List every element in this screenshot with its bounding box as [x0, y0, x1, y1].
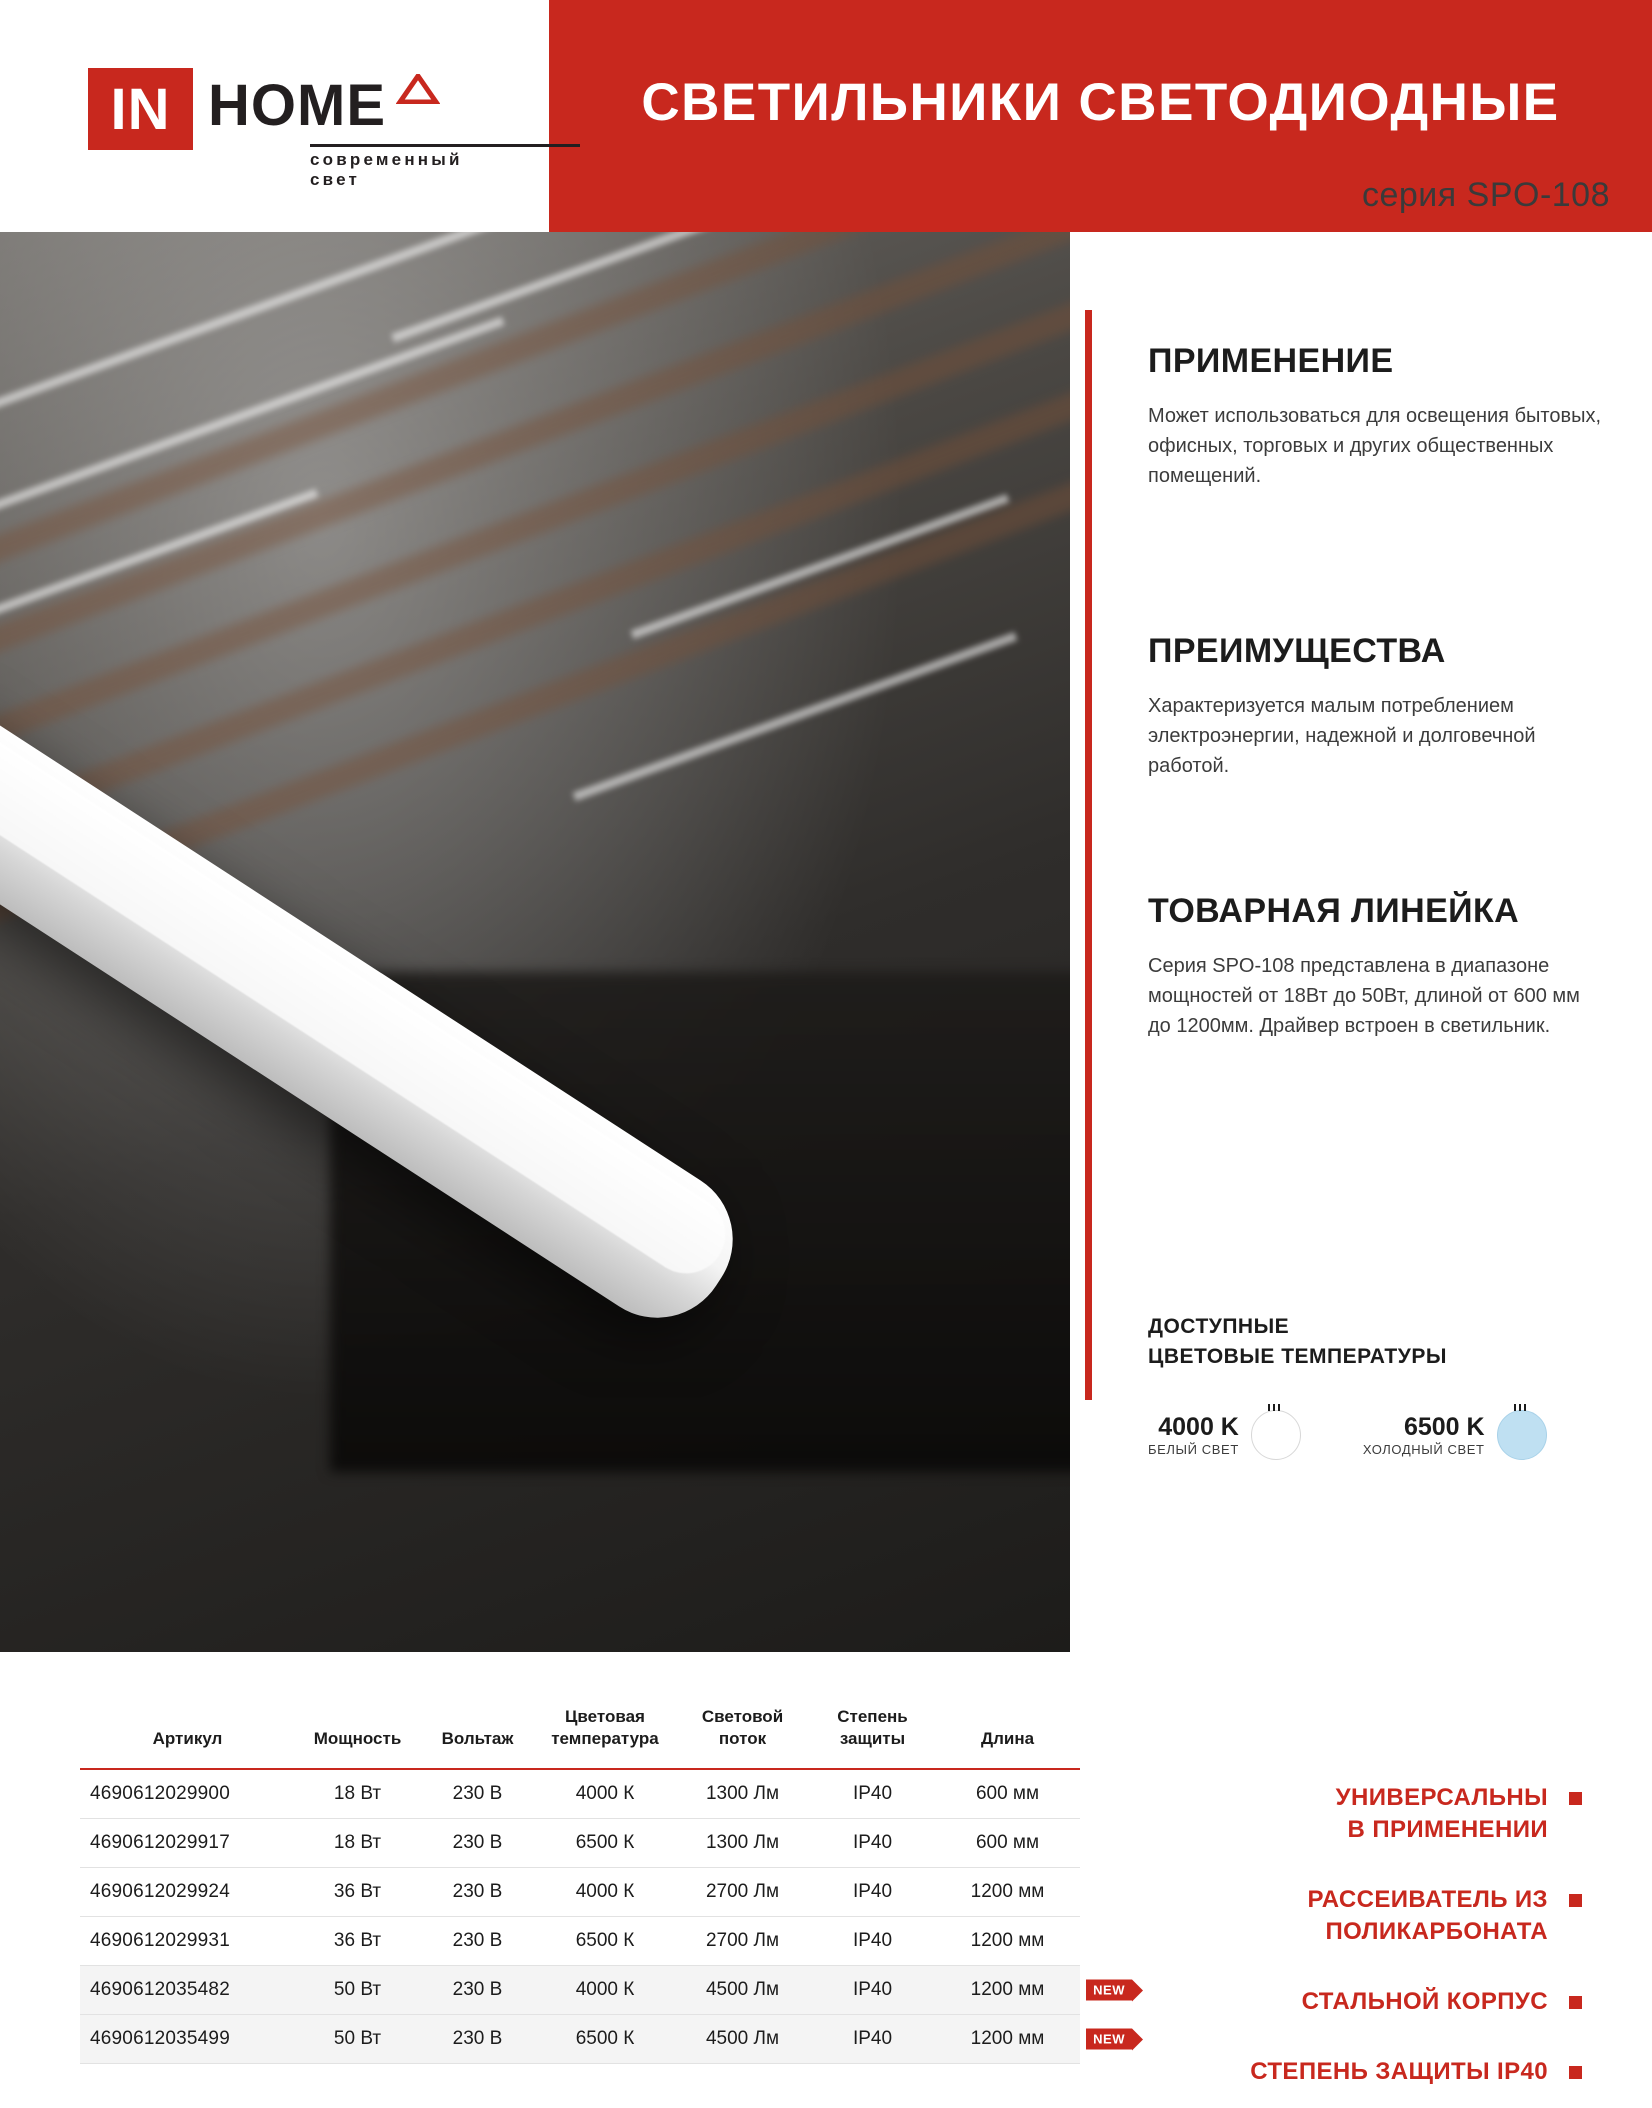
col-flux: Световой поток: [701, 1707, 784, 1748]
cell-value: 230 В: [420, 2015, 535, 2064]
cell-value: 4000 К: [535, 1966, 675, 2015]
logo-divider: [310, 144, 580, 147]
table-row: [80, 1868, 1080, 1917]
color-temp-value: 6500 K: [1403, 1413, 1485, 1441]
cell-value: 4000 К: [535, 1769, 675, 1819]
col-cct: Цветовая температура: [551, 1707, 659, 1748]
cell-value: 1200 мм: [935, 1917, 1080, 1966]
info-heading: ПРЕИМУЩЕСТВА: [1148, 632, 1446, 670]
cell-value: 36 Вт: [295, 1868, 420, 1917]
color-temp-label: ХОЛОДНЫЙ СВЕТ: [1362, 1442, 1485, 1457]
cell-value: 4500 Лм: [675, 2015, 810, 2064]
cell-value: 600 мм: [935, 1819, 1080, 1868]
cell-value: 1300 Лм: [675, 1769, 810, 1819]
lamp-warm-icon: [1251, 1410, 1301, 1460]
feature-line: СТАЛЬНОЙ КОРПУС: [1301, 1988, 1548, 2015]
series-label: серия SPO-108: [1361, 176, 1610, 214]
table-row: [80, 1819, 1080, 1868]
cell-value: 230 В: [420, 1868, 535, 1917]
cell-value: IP40: [810, 2015, 935, 2064]
color-temp-4000k: [1148, 1410, 1301, 1460]
hero-accent-bar: [1085, 310, 1092, 1400]
cell-article: 4690612029924: [80, 1868, 295, 1917]
cell-article: 4690612035499: [80, 2015, 295, 2064]
info-heading: ТОВАРНАЯ ЛИНЕЙКА: [1148, 892, 1520, 930]
cell-value: 4000 К: [535, 1868, 675, 1917]
page-header: [0, 0, 1652, 232]
info-heading: ПРИМЕНЕНИЕ: [1148, 342, 1394, 380]
info-text: Характеризуется малым потреблением электроэнергии, надежной и долговечной работой.: [1148, 695, 1536, 777]
info-block-application: [1148, 342, 1608, 491]
house-roof-icon: [396, 74, 440, 104]
cell-value: 6500 К: [535, 1917, 675, 1966]
cell-article: 4690612029931: [80, 1917, 295, 1966]
color-temp-label: БЕЛЫЙ СВЕТ: [1148, 1442, 1239, 1457]
cell-value: 600 мм: [935, 1769, 1080, 1819]
table-row: [80, 1769, 1080, 1819]
bullet-square-icon: [1569, 1894, 1582, 1907]
cell-value: 1300 Лм: [675, 1819, 810, 1868]
cell-value: 6500 К: [535, 2015, 675, 2064]
table-body: [80, 1769, 1125, 2064]
table-row: [80, 2015, 1080, 2064]
cell-article: 4690612035482: [80, 1966, 295, 2015]
cell-value: 2700 Лм: [675, 1917, 810, 1966]
cell-value: 18 Вт: [295, 1769, 420, 1819]
cell-value: IP40: [810, 1917, 935, 1966]
cell-value: IP40: [810, 1966, 935, 2015]
color-temp-title: [1148, 1312, 1618, 1372]
cell-value: 1200 мм: [935, 1868, 1080, 1917]
cell-value: 50 Вт: [295, 1966, 420, 2015]
cell-value: 18 Вт: [295, 1819, 420, 1868]
cell-value: IP40: [810, 1868, 935, 1917]
col-power: Мощность: [313, 1729, 402, 1748]
new-badge: NEW: [1086, 2029, 1132, 2050]
feature-item: [1152, 1782, 1582, 1846]
cell-value: 4500 Лм: [675, 1966, 810, 2015]
specs-table: [80, 1700, 1125, 2064]
bullet-square-icon: [1569, 2066, 1582, 2079]
table-row: [80, 1917, 1080, 1966]
color-temp-value: 4000 K: [1158, 1413, 1239, 1441]
feature-line: ПОЛИКАРБОНАТА: [1325, 1918, 1548, 1945]
feature-line: В ПРИМЕНЕНИИ: [1347, 1816, 1548, 1843]
col-article: Артикул: [152, 1729, 223, 1748]
page-title: СВЕТИЛЬНИКИ СВЕТОДИОДНЫЕ: [641, 73, 1560, 132]
color-temp-title-line1: ДОСТУПНЫЕ: [1148, 1315, 1290, 1338]
lamp-cold-icon: [1497, 1410, 1547, 1460]
cell-value: 230 В: [420, 1917, 535, 1966]
info-block-advantages: [1148, 632, 1608, 781]
bullet-square-icon: [1569, 1792, 1582, 1805]
table-header-row: [80, 1700, 1080, 1769]
logo-mark: [88, 68, 193, 150]
cell-article: 4690612029917: [80, 1819, 295, 1868]
cell-value: IP40: [810, 1769, 935, 1819]
bullet-square-icon: [1569, 1996, 1582, 2009]
feature-item: [1152, 1884, 1582, 1948]
logo-wordmark: HOME: [208, 73, 386, 138]
col-ip: Степень защиты: [837, 1707, 908, 1748]
col-length: Длина: [980, 1729, 1035, 1748]
feature-line: УНИВЕРСАЛЬНЫ: [1335, 1784, 1548, 1811]
color-temp-6500k: [1363, 1410, 1547, 1460]
cell-value: 1200 мм NEW: [935, 1966, 1080, 2015]
col-voltage: Вольтаж: [441, 1729, 514, 1748]
feature-line: РАССЕИВАТЕЛЬ ИЗ: [1307, 1886, 1548, 1913]
cell-value: 1200 мм NEW: [935, 2015, 1080, 2064]
cell-value: 50 Вт: [295, 2015, 420, 2064]
info-text: Может использоваться для освещения бытовых, офисных, торговых и других общественных помещений.: [1148, 405, 1602, 487]
info-block-product-line: [1148, 892, 1608, 1041]
cell-value: IP40: [810, 1819, 935, 1868]
cell-value: 230 В: [420, 1769, 535, 1819]
cell-value: 230 В: [420, 1819, 535, 1868]
hero-section: [0, 232, 1652, 1652]
brand-logo: [88, 68, 508, 189]
cell-value: 6500 К: [535, 1819, 675, 1868]
new-badge: NEW: [1086, 1980, 1132, 2001]
table-row: [80, 1966, 1080, 2015]
cell-value: 2700 Лм: [675, 1868, 810, 1917]
feature-item: [1152, 1986, 1582, 2018]
features-list: [1152, 1782, 1582, 2108]
info-text: Серия SPO-108 представлена в диапазоне мощностей от 18Вт до 50Вт, длиной от 600 мм до 1200мм. Драйвер встроен в светильник.: [1148, 955, 1580, 1037]
logo-mark-text: IN: [110, 76, 171, 142]
cell-value: 36 Вт: [295, 1917, 420, 1966]
specs-table-wrap: [80, 1700, 1125, 2064]
cell-value: 230 В: [420, 1966, 535, 2015]
logo-tagline: современный свет: [310, 150, 463, 189]
product-photo: [0, 232, 1070, 1652]
color-temp-title-line2: ЦВЕТОВЫЕ ТЕМПЕРАТУРЫ: [1148, 1345, 1447, 1368]
color-temp-row: [1148, 1410, 1628, 1460]
feature-line: СТЕПЕНЬ ЗАЩИТЫ IP40: [1250, 2058, 1548, 2085]
cell-article: 4690612029900: [80, 1769, 295, 1819]
feature-item: [1152, 2056, 1582, 2088]
